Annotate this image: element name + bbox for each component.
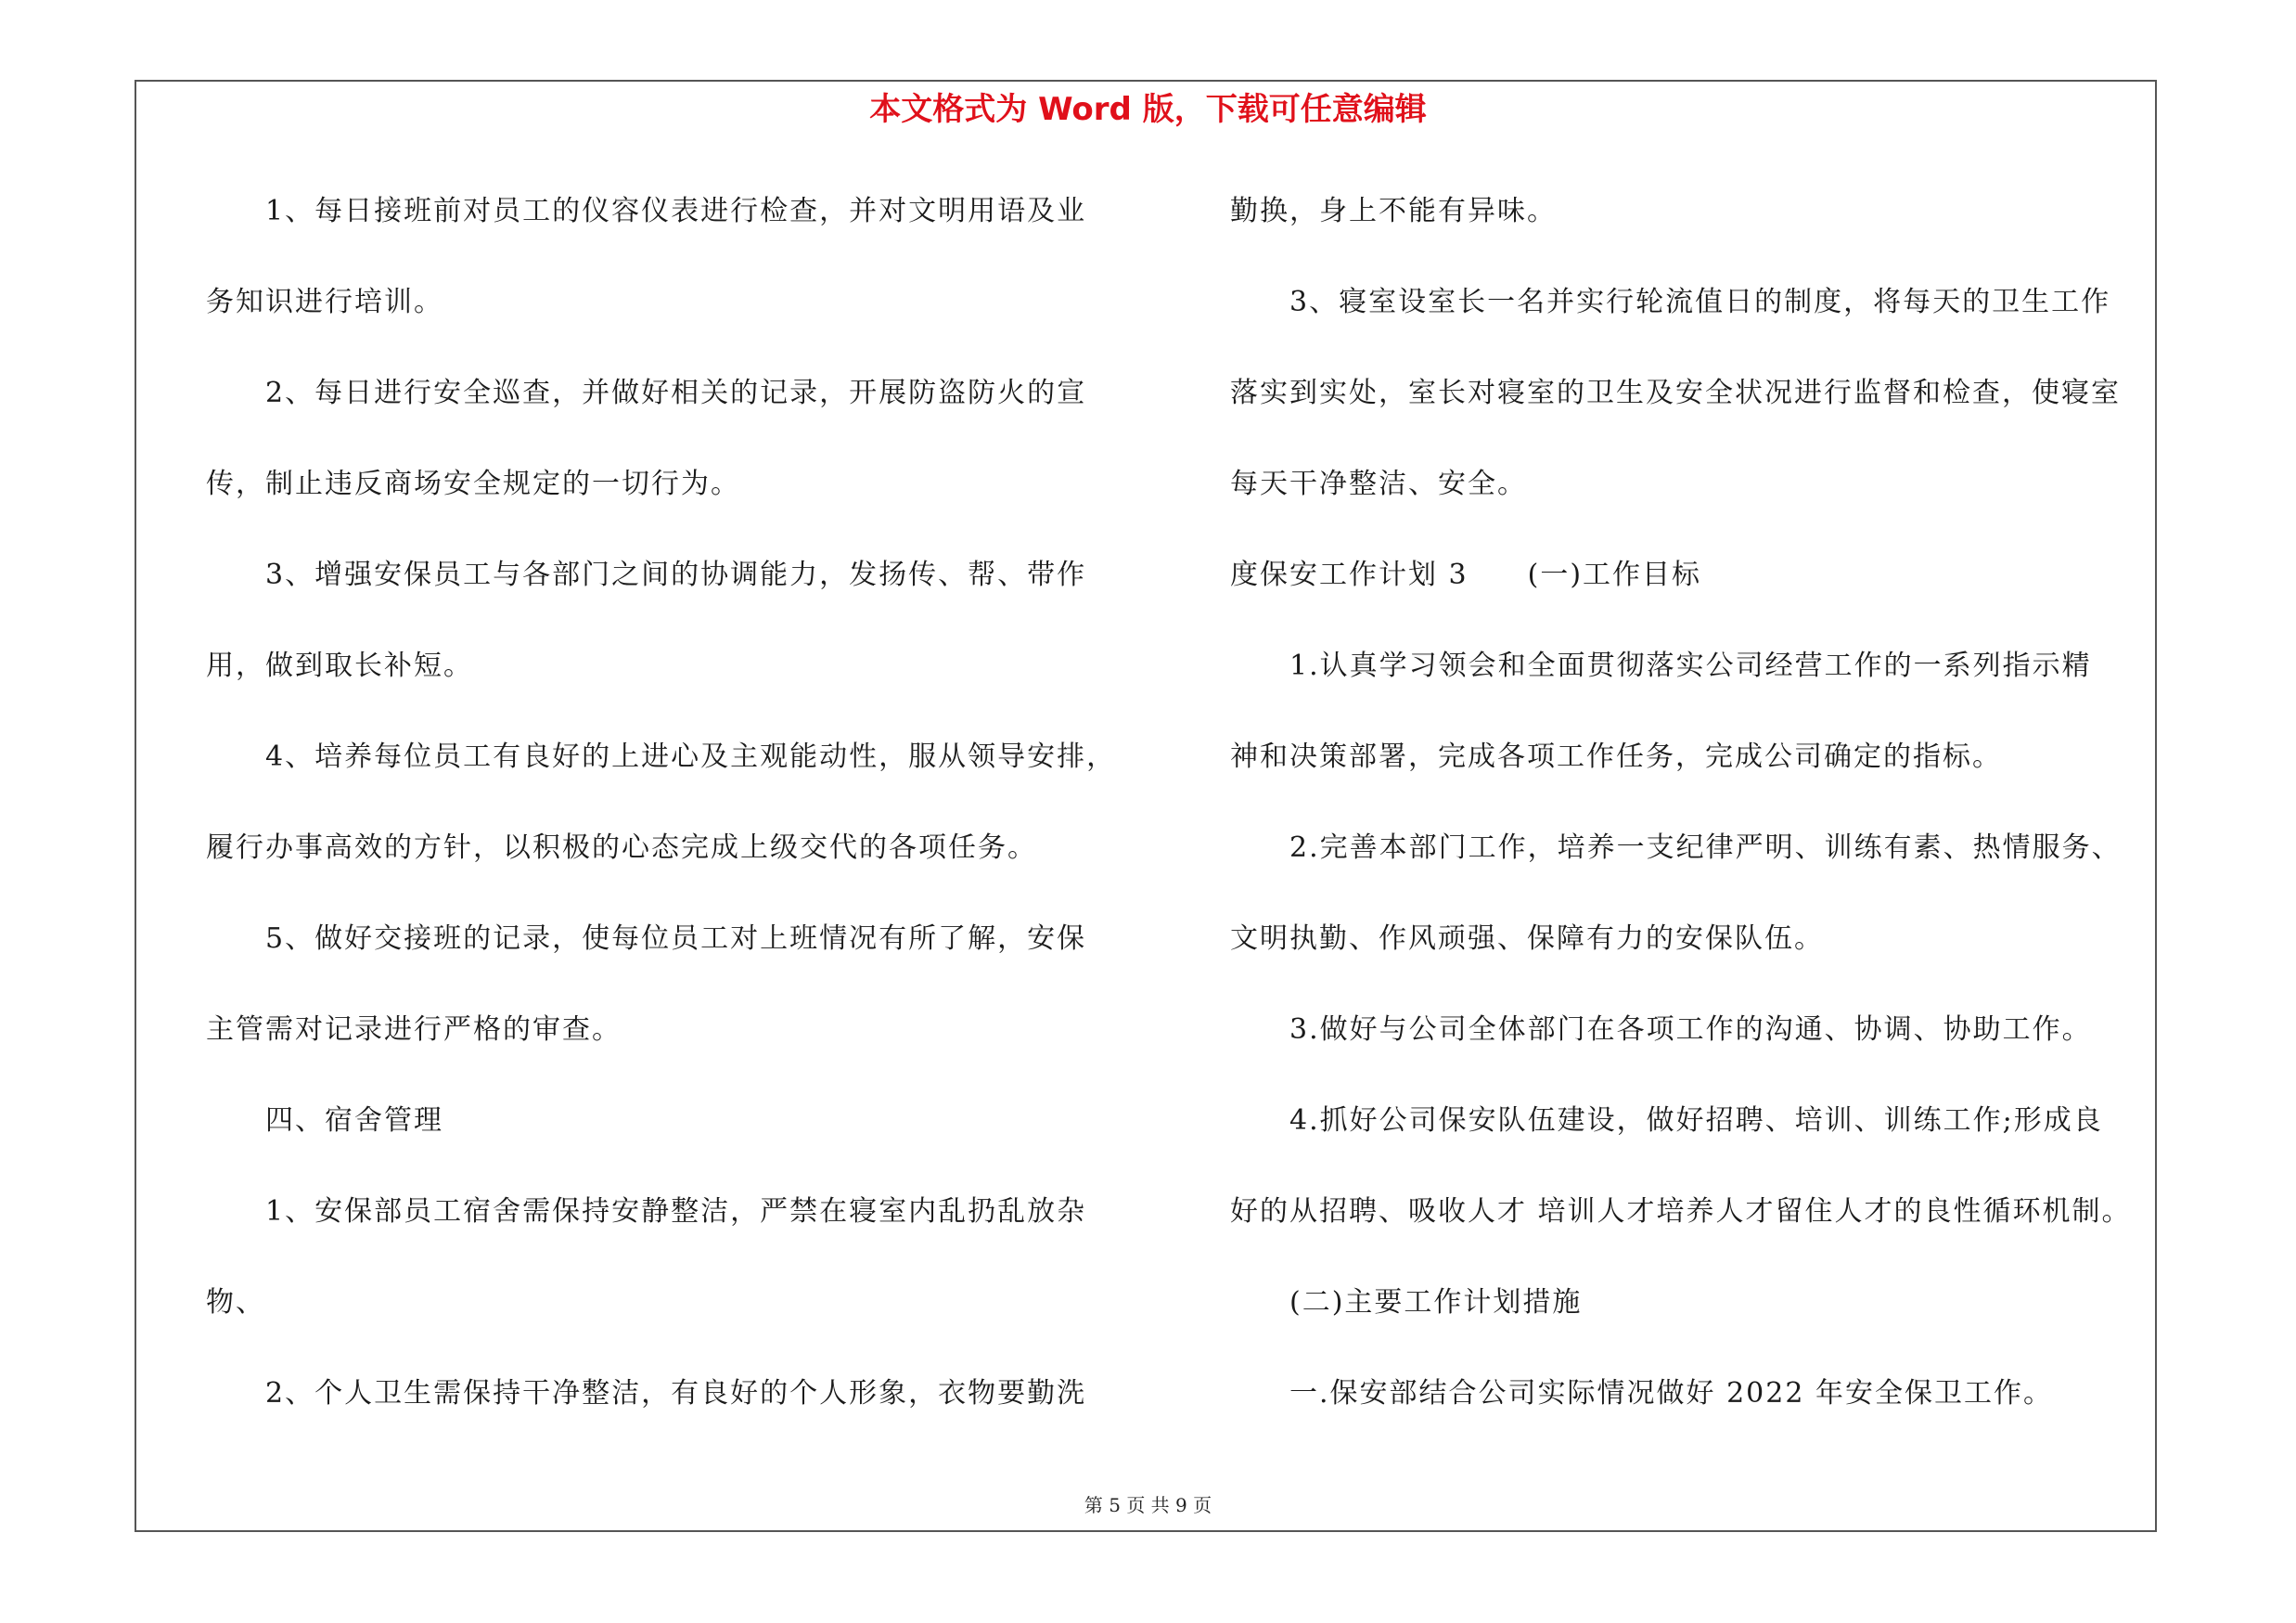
text-line-content: 2、个人卫生需保持干净整洁，有良好的个人形象，衣物要勤洗 [265,1377,1087,1410]
text-line-content: 3.做好与公司全体部门在各项工作的沟通、协调、协助工作。 [1289,1013,2092,1046]
text-line-content: 物、 [206,1286,265,1319]
text-line [1230,366,2167,457]
text-line-content: 用，做到取长补短。 [206,650,473,682]
text-line [206,638,1134,729]
text-line-content: 落实到实处，室长对寝室的卫生及安全状况进行监督和检查，使寝室 [1230,377,2121,409]
text-line [1230,1366,2167,1457]
text-line-content: 1、安保部员工宿舍需保持安静整洁，严禁在寝室内乱扔乱放杂 [265,1195,1087,1228]
text-line-content: 1.认真学习领会和全面贯彻落实公司经营工作的一系列指示精 [1289,650,2092,682]
section-heading: (一)工作目标 [1527,559,1702,591]
left-column [206,184,1134,1457]
text-line [206,1002,1134,1093]
text-line [1230,820,2167,911]
text-line [206,275,1134,366]
text-line-content: 文明执勤、作风顽强、保障有力的安保队伍。 [1230,922,1824,955]
text-line-content: 神和决策部署，完成各项工作任务，完成公司确定的指标。 [1230,741,2002,773]
text-line [1230,457,2167,547]
text-line-content: 2、每日进行安全巡查，并做好相关的记录，开展防盗防火的宣 [265,377,1087,409]
text-line-content: 务知识进行培训。 [206,286,443,318]
text-line-content: 勤换，身上不能有异味。 [1230,195,1557,227]
text-line-content: 4、培养每位员工有良好的上进心及主观能动性，服从领导安排， [265,741,1117,773]
text-line-content: 3、寝室设室长一名并实行轮流值日的制度，将每天的卫生工作 [1289,286,2111,318]
text-line [206,366,1134,457]
text-line [206,1093,1134,1184]
text-line-content: 1、每日接班前对员工的仪容仪表进行检查，并对文明用语及业 [265,195,1087,227]
text-line [1230,729,2167,820]
text-line [206,729,1134,820]
right-column [1230,184,2167,1457]
text-line [206,457,1134,547]
text-line [206,911,1134,1002]
text-line [1230,1002,2167,1093]
text-line-content: 4.抓好公司保安队伍建设，做好招聘、培训、训练工作;形成良 [1289,1104,2103,1137]
text-line [206,1275,1134,1366]
text-line-content: 主管需对记录进行严格的审查。 [206,1013,622,1046]
text-line [1230,184,2167,275]
text-line [1230,275,2167,366]
text-line-content: 每天干净整洁、安全。 [1230,468,1527,500]
text-line [206,820,1134,911]
text-line-content: 5、做好交接班的记录，使每位员工对上班情况有所了解，安保 [265,922,1087,955]
banner-text: 本文格式为 Word 版，下载可任意编辑 [869,91,1427,128]
page-footer [0,1494,2296,1516]
text-line-content: 履行办事高效的方针，以积极的心态完成上级交代的各项任务。 [206,831,1037,864]
page-number: 第 5 页 共 9 页 [1084,1494,1212,1516]
text-line [206,547,1134,638]
text-line-content: 好的从招聘、吸收人才 培训人才培养人才留住人才的良性循环机制。 [1230,1195,2132,1228]
text-line [1230,1184,2167,1275]
text-line [1230,547,2167,638]
text-line [1230,638,2167,729]
text-line-content: 四、宿舍管理 [265,1104,443,1137]
text-line [1230,1275,2167,1366]
text-line [1230,1093,2167,1184]
text-line-content: 3、增强安保员工与各部门之间的协调能力，发扬传、帮、带作 [265,559,1087,591]
text-line [206,184,1134,275]
text-line-content: 一.保安部结合公司实际情况做好 2022 年安全保卫工作。 [1289,1377,2053,1410]
text-line [206,1184,1134,1275]
text-line-content: 度保安工作计划 3 [1230,559,1469,591]
text-line-content: 2.完善本部门工作，培养一支纪律严明、训练有素、热情服务、 [1289,831,2122,864]
text-line [1230,911,2167,1002]
document-banner [0,89,2296,130]
text-line [206,1366,1134,1457]
text-line-content: (二)主要工作计划措施 [1289,1286,1583,1319]
text-line-content: 传，制止违反商场安全规定的一切行为。 [206,468,740,500]
